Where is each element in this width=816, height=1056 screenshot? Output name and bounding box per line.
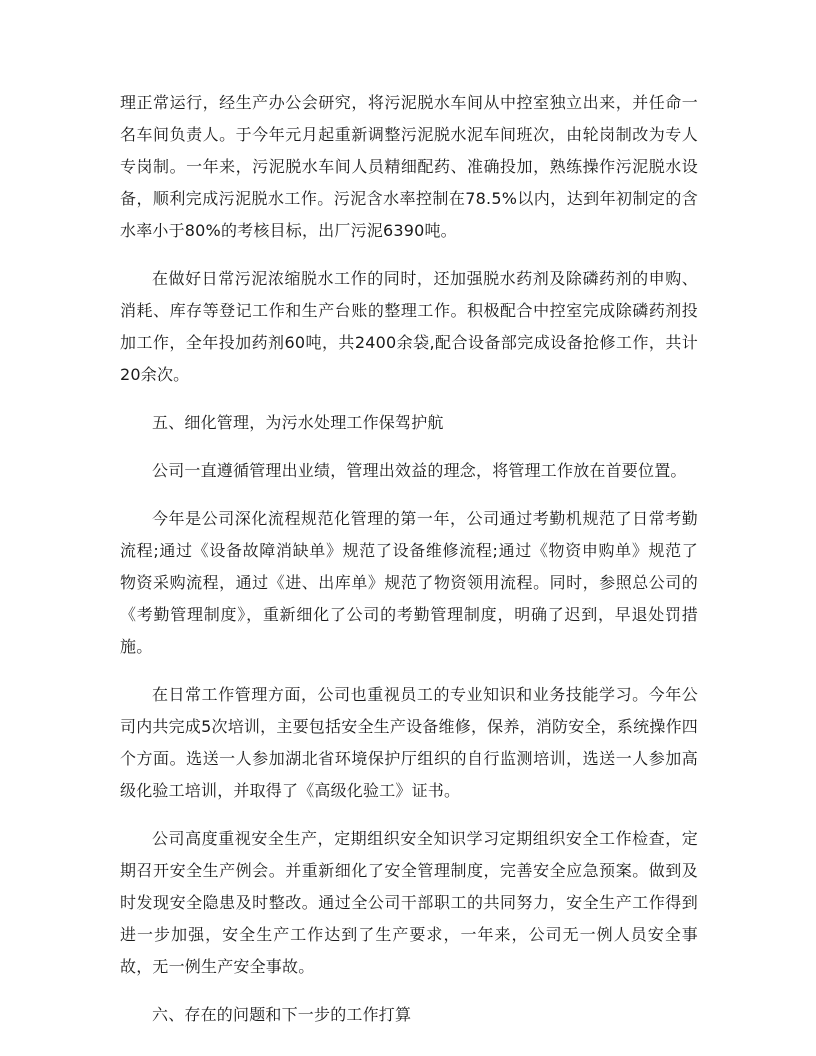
paragraph-management-philosophy: 公司一直遵循管理出业绩，管理出效益的理念，将管理工作放在首要位置。 bbox=[152, 461, 687, 480]
paragraph-safety: 公司高度重视安全生产，定期组织安全知识学习定期组织安全工作检查，定期召开安全生产例会。并重新细化了安全管理制度，完善安全应急预案。做到及时发现安全隐患及时整改。通过全公司干部职工的共同努力，安全生产工作得到进一步加强，安全生产工作达到了生产要求，一年来，公司无一例人员安全事故，无一例生产安全事故。 bbox=[120, 829, 698, 976]
paragraph-process-standardization: 今年是公司深化流程规范化管理的第一年，公司通过考勤机规范了日常考勤流程;通过《设备故障消缺单》规范了设备维修流程;通过《物资申购单》规范了物资采购流程，通过《进、出库单》规范了物资领用流程。同时，参照总公司的《考勤管理制度》，重新细化了公司的考勤管理制度，明确了迟到，早退处罚措施。 bbox=[120, 509, 698, 656]
paragraph-training: 在日常工作管理方面，公司也重视员工的专业知识和业务技能学习。今年公司内共完成5次培训，主要包括安全生产设备维修，保养，消防安全，系统操作四个方面。选送一人参加湖北省环境保护厅组织的自行监测培训，选送一人参加高级化验工培训，并取得了《高级化验工》证书。 bbox=[120, 685, 698, 800]
paragraph-sludge-chemicals: 在做好日常污泥浓缩脱水工作的同时，还加强脱水药剂及除磷药剂的申购、消耗、库存等登记工作和生产台账的整理工作。积极配合中控室完成除磷药剂投加工作，全年投加药剂60吨，共2400余袋,配合设备部完成设备抢修工作，共计20余次。 bbox=[120, 269, 698, 384]
section-heading-six: 六、存在的问题和下一步的工作打算 bbox=[152, 1005, 412, 1024]
paragraph-continued: 理正常运行，经生产办公会研究，将污泥脱水车间从中控室独立出来，并任命一名车间负责人。于今年元月起重新调整污泥脱水泥车间班次，由轮岗制改为专人专岗制。一年来，污泥脱水车间人员精细配药、准确投加，熟练操作污泥脱水设备，顺利完成污泥脱水工作。污泥含水率控制在78.5%以内，达到年初制定的含水率小于80%的考核目标，出厂污泥6390吨。 bbox=[120, 93, 698, 240]
document-body bbox=[120, 87, 698, 1047]
section-heading-five: 五、细化管理，为污水处理工作保驾护航 bbox=[152, 413, 444, 432]
